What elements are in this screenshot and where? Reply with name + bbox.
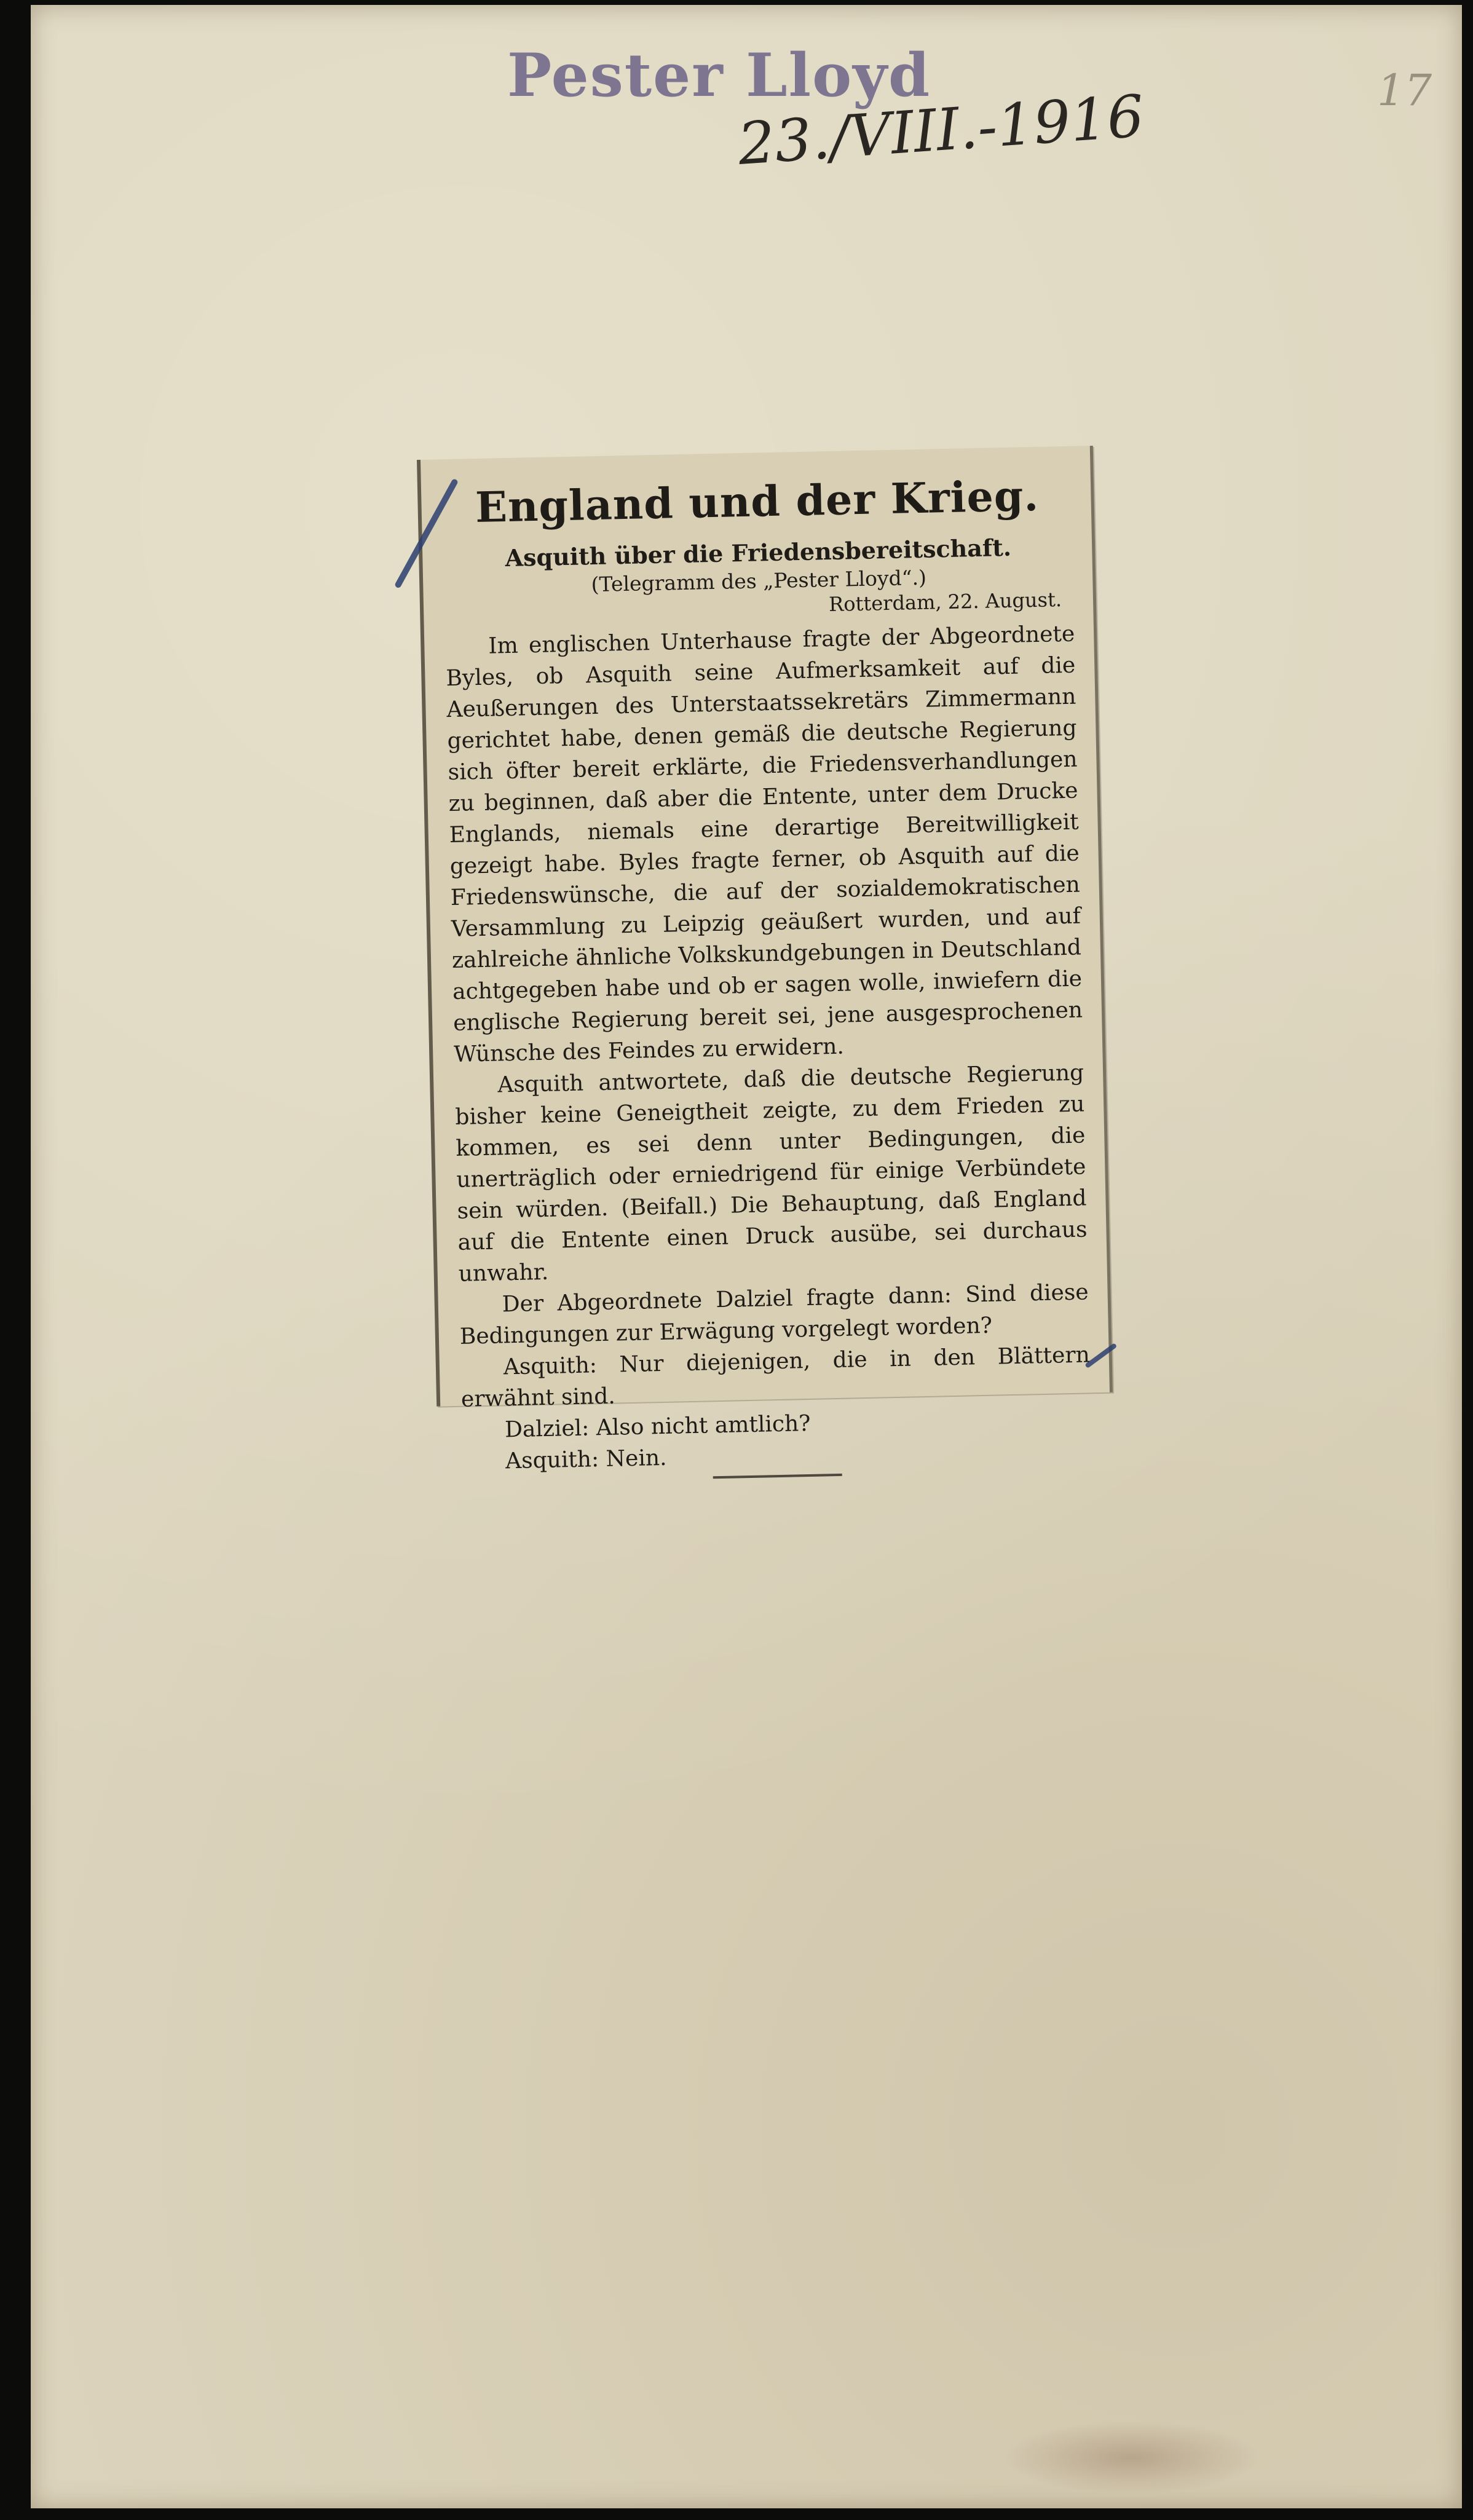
paper-stain	[1002, 2421, 1260, 2495]
article-paragraph: Im englischen Unterhause fragte der Abgeordnete Byles, ob Asquith seine Aufmerksamkeit auf die Aeußerungen des Unterstaatssekretärs Zimmermann gerichtet habe, denen gemäß die deutsche Regierung sich öfter bereit erklärte, die Friedensverhandlungen zu beginnen, daß aber die Entente, unter dem Drucke Englands, niemals eine derartige Bereitwilligkeit gezeigt habe. Byles fragte ferner, ob Asquith auf die Friedenswünsche, die auf der sozialdemokratischen Versammlung zu Leipzig geäußert wurden, und auf zahlreiche ähnliche Volkskundgebungen in Deutschland achtgegeben habe und ob er sagen wolle, inwiefern die englische Regierung bereit sei, jene ausgesprochenen Wünsche des Feindes zu erwidern.	[446, 621, 1083, 1067]
end-rule	[713, 1474, 842, 1479]
archive-sheet	[31, 5, 1462, 2508]
clipping-edge-right	[1090, 446, 1113, 1392]
article-paragraph: Asquith: Nur diejenigen, die in den Blättern erwähnt sind.	[460, 1342, 1091, 1412]
handwritten-date: 23./VIII.-1916	[736, 83, 1147, 178]
article-body	[442, 471, 1092, 1484]
article-paragraph: Asquith: Nein.	[505, 1445, 667, 1474]
article-paragraph: Der Abgeordnete Dalziel fragte dann: Sind diese Bedingungen zur Erwägung vorgelegt worden?	[459, 1279, 1089, 1349]
folio-number: 17	[1377, 65, 1432, 116]
article-paragraph: Asquith antwortete, daß die deutsche Regierung bisher keine Geneigtheit zeigte, zu dem Frieden zu kommen, es sei denn unter Bedingungen, die unerträglich oder erniedrigend für einige Verbündete sein würden. (Beifall.) Die Behauptung, daß England auf die Entente einen Druck ausübe, sei durchaus unwahr.	[454, 1060, 1088, 1287]
newspaper-clipping	[417, 446, 1113, 1474]
publication-stamp: Pester Lloyd	[507, 41, 931, 110]
article-subheadline: Asquith über die Friedensbereitschaft.	[505, 533, 1012, 572]
clipping-edge-left	[417, 460, 440, 1407]
article-paragraph: Dalziel: Also nicht amtlich?	[504, 1410, 811, 1443]
article-headline: England und der Krieg.	[475, 471, 1040, 533]
article-telegram-line: (Telegramm des „Pester Lloyd“.)	[591, 565, 927, 597]
article-dateline: Rotterdam, 22. August.	[828, 588, 1062, 617]
